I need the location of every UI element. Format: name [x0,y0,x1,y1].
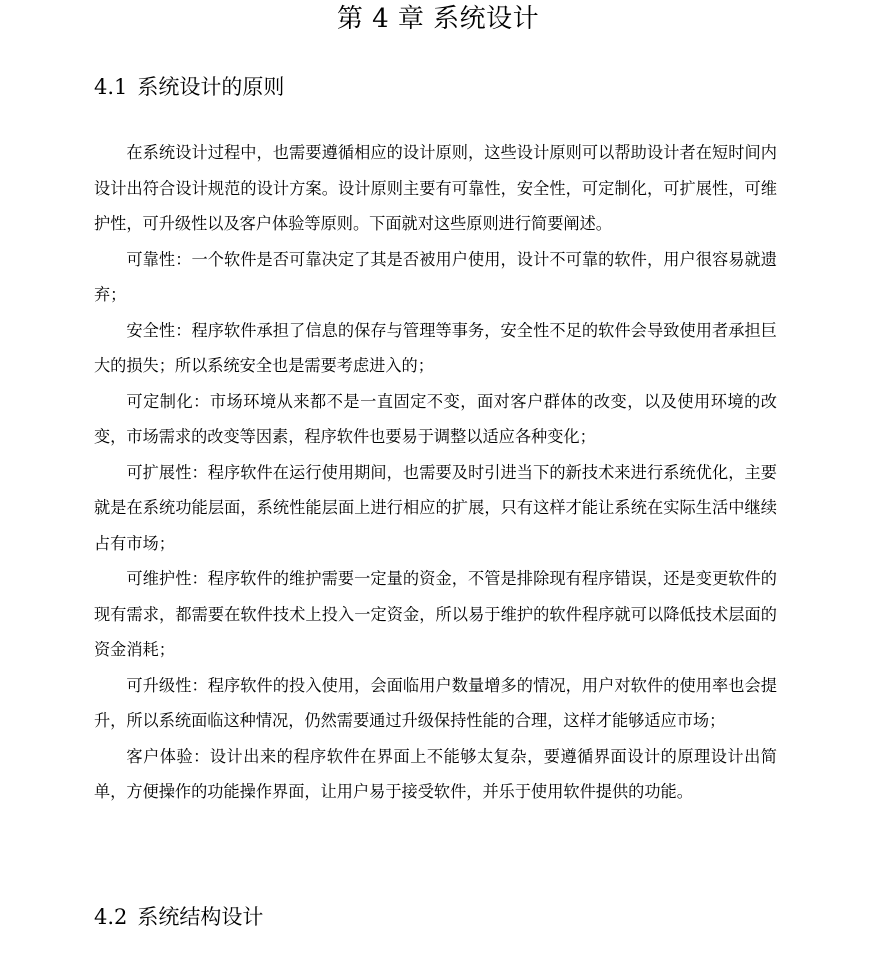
paragraph-user-experience: 客户体验：设计出来的程序软件在界面上不能够太复杂，要遵循界面设计的原理设计出简单，方便操作的功能操作界面，让用户易于接受软件，并乐于使用软件提供的功能。 [94,746,777,801]
section-heading-4-2 [94,902,263,932]
section-number: 4.2 [94,905,128,929]
paragraph-reliability: 可靠性：一个软件是否可靠决定了其是否被用户使用，设计不可靠的软件，用户很容易就遗弃； [94,249,777,304]
section-heading-4-1 [94,72,284,102]
section-title: 系统设计的原则 [137,75,285,99]
chapter-title: 第 4 章 系统设计 [336,4,540,34]
paragraph-intro: 在系统设计过程中，也需要遵循相应的设计原则，这些设计原则可以帮助设计者在短时间内设计出符合设计规范的设计方案。设计原则主要有可靠性，安全性，可定制化，可扩展性，可维护性，可升级性以及客户体验等原则。下面就对这些原则进行简要阐述。 [94,143,777,233]
paragraph-upgradability: 可升级性：程序软件的投入使用，会面临用户数量增多的情况，用户对软件的使用率也会提升，所以系统面临这种情况，仍然需要通过升级保持性能的合理，这样才能够适应市场； [94,675,777,730]
paragraph-customizability: 可定制化：市场环境从来都不是一直固定不变，面对客户群体的改变，以及使用环境的改变，市场需求的改变等因素，程序软件也要易于调整以适应各种变化； [94,391,777,446]
section-title: 系统结构设计 [137,905,264,929]
section-body [94,135,777,810]
paragraph-maintainability: 可维护性：程序软件的维护需要一定量的资金，不管是排除现有程序错误，还是变更软件的现有需求，都需要在软件技术上投入一定资金，所以易于维护的软件程序就可以降低技术层面的资金消耗； [94,569,777,659]
paragraph-security: 安全性：程序软件承担了信息的保存与管理等事务，安全性不足的软件会导致使用者承担巨大的损失；所以系统安全也是需要考虑进入的； [94,320,777,375]
section-number: 4.1 [94,75,128,99]
paragraph-extensibility: 可扩展性：程序软件在运行使用期间，也需要及时引进当下的新技术来进行系统优化，主要就是在系统功能层面，系统性能层面上进行相应的扩展，只有这样才能让系统在实际生活中继续占有市场； [94,462,777,553]
